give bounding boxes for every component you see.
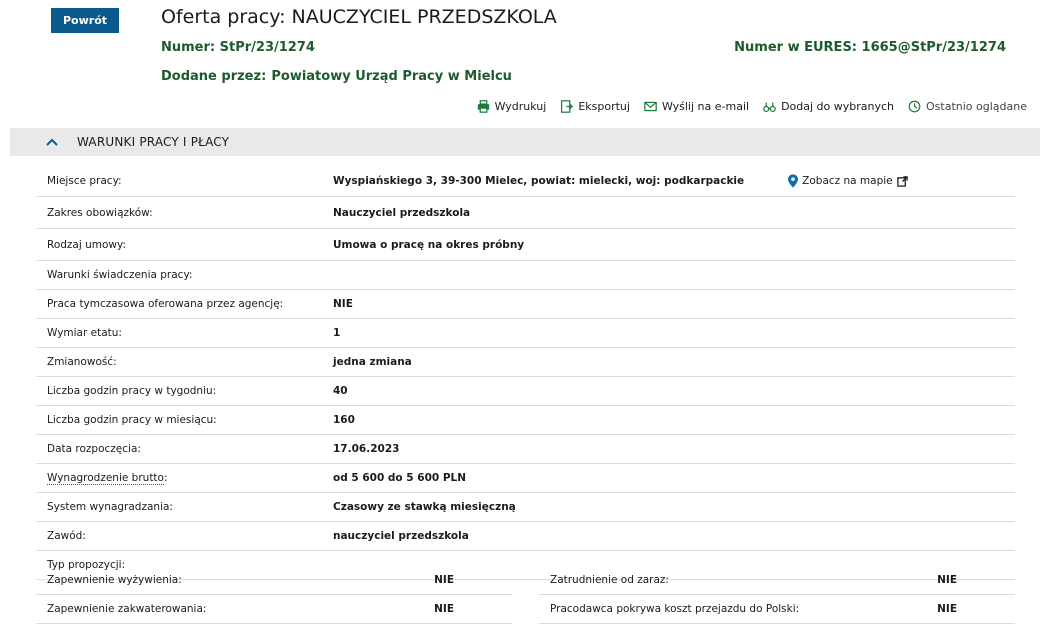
detail-row bbox=[36, 595, 512, 624]
detail-row bbox=[36, 566, 512, 595]
detail-row bbox=[36, 406, 1015, 435]
printer-icon bbox=[477, 100, 490, 113]
extra-conditions bbox=[36, 566, 1015, 624]
detail-row bbox=[36, 229, 1015, 261]
detail-value: 160 bbox=[333, 414, 355, 426]
detail-value: od 5 600 do 5 600 PLN bbox=[333, 472, 467, 484]
detail-value: Nauczyciel przedszkola bbox=[333, 206, 471, 219]
detail-value: 17.06.2023 bbox=[333, 443, 400, 455]
detail-value: Czasowy ze stawką miesięczną bbox=[333, 501, 516, 513]
detail-label: Rodzaj umowy: bbox=[47, 238, 126, 251]
detail-value: NIE bbox=[937, 574, 957, 586]
map-pin-icon bbox=[788, 174, 798, 188]
detail-value: Umowa o pracę na okres próbny bbox=[333, 238, 525, 251]
back-button[interactable]: Powrót bbox=[51, 8, 119, 33]
email-label: Wyślij na e-mail bbox=[661, 100, 750, 113]
print-button[interactable] bbox=[477, 100, 547, 113]
page-title: Oferta pracy: NAUCZYCIEL PRZEDSZKOLA bbox=[161, 6, 557, 28]
detail-row bbox=[36, 493, 1015, 522]
chevron-up-icon bbox=[45, 135, 59, 149]
detail-row bbox=[36, 166, 1015, 197]
detail-value: NIE bbox=[434, 574, 454, 586]
export-icon bbox=[560, 100, 573, 113]
detail-value: NIE bbox=[937, 603, 957, 615]
detail-label: Praca tymczasowa oferowana przez agencję: bbox=[47, 298, 284, 310]
binoculars-icon bbox=[763, 100, 776, 113]
offer-number: Numer: StPr/23/1274 bbox=[161, 40, 315, 55]
detail-row bbox=[36, 435, 1015, 464]
action-toolbar bbox=[477, 100, 1027, 113]
detail-row bbox=[36, 290, 1015, 319]
detail-row bbox=[36, 319, 1015, 348]
detail-value: NIE bbox=[434, 603, 454, 615]
detail-label: Liczba godzin pracy w tygodniu: bbox=[47, 385, 217, 397]
detail-label: Zatrudnienie od zaraz: bbox=[550, 574, 669, 586]
export-button[interactable] bbox=[560, 100, 630, 113]
detail-value: NIE bbox=[333, 298, 353, 310]
detail-row bbox=[36, 464, 1015, 493]
details-table bbox=[36, 166, 1015, 580]
detail-label: Warunki świadczenia pracy: bbox=[47, 269, 193, 281]
export-label: Eksportuj bbox=[578, 100, 630, 113]
added-by-label: Dodane przez: bbox=[161, 69, 267, 84]
detail-value: 1 bbox=[333, 327, 341, 339]
extra-right-column bbox=[539, 566, 1015, 624]
detail-value: 40 bbox=[333, 385, 348, 397]
detail-label: Pracodawca pokrywa koszt przejazdu do Polski: bbox=[550, 603, 800, 615]
detail-label: Zakres obowiązków: bbox=[47, 206, 153, 219]
detail-row bbox=[36, 197, 1015, 229]
recent-button[interactable] bbox=[908, 100, 1027, 113]
detail-label: Liczba godzin pracy w miesiącu: bbox=[47, 414, 217, 426]
map-link[interactable] bbox=[788, 174, 907, 188]
eures-number: Numer w EURES: 1665@StPr/23/1274 bbox=[734, 40, 1006, 55]
detail-label-wrap: Wynagrodzenie brutto: bbox=[47, 472, 168, 484]
detail-row bbox=[36, 522, 1015, 551]
detail-row bbox=[36, 348, 1015, 377]
envelope-icon bbox=[644, 100, 657, 113]
external-link-icon bbox=[897, 176, 908, 187]
detail-value bbox=[333, 174, 908, 188]
print-label: Wydrukuj bbox=[494, 100, 547, 113]
section-header-working-conditions[interactable] bbox=[10, 128, 1040, 156]
detail-value: jedna zmiana bbox=[333, 356, 412, 368]
detail-label: Zawód: bbox=[47, 530, 86, 542]
added-by-value: Powiatowy Urząd Pracy w Mielcu bbox=[271, 69, 512, 84]
detail-label: Zapewnienie zakwaterowania: bbox=[47, 603, 207, 615]
detail-label: Zmianowość: bbox=[47, 356, 117, 368]
workplace-address: Wyspiańskiego 3, 39-300 Mielec, powiat: mielecki, woj: podkarpackie bbox=[333, 175, 745, 187]
detail-label: Data rozpoczęcia: bbox=[47, 443, 141, 455]
detail-label: Wymiar etatu: bbox=[47, 327, 122, 339]
map-link-label: Zobacz na mapie bbox=[802, 175, 893, 187]
detail-row bbox=[36, 261, 1015, 290]
email-button[interactable] bbox=[644, 100, 749, 113]
extra-left-column bbox=[36, 566, 512, 624]
detail-label: System wynagradzania: bbox=[47, 501, 173, 513]
detail-value: nauczyciel przedszkola bbox=[333, 530, 469, 542]
detail-row bbox=[539, 595, 1015, 624]
detail-row bbox=[539, 566, 1015, 595]
clock-icon bbox=[908, 100, 921, 113]
detail-label: Zapewnienie wyżywienia: bbox=[47, 574, 182, 586]
favorite-button[interactable] bbox=[763, 100, 894, 113]
detail-label: Typ propozycji: bbox=[47, 559, 126, 571]
detail-row bbox=[36, 377, 1015, 406]
favorite-label: Dodaj do wybranych bbox=[781, 100, 895, 113]
salary-tooltip-label[interactable]: Wynagrodzenie brutto bbox=[47, 472, 164, 484]
detail-label: Miejsce pracy: bbox=[47, 175, 122, 187]
recent-label: Ostatnio oglądane bbox=[926, 100, 1027, 113]
section-title: WARUNKI PRACY I PŁACY bbox=[77, 135, 230, 149]
added-by bbox=[161, 65, 512, 84]
